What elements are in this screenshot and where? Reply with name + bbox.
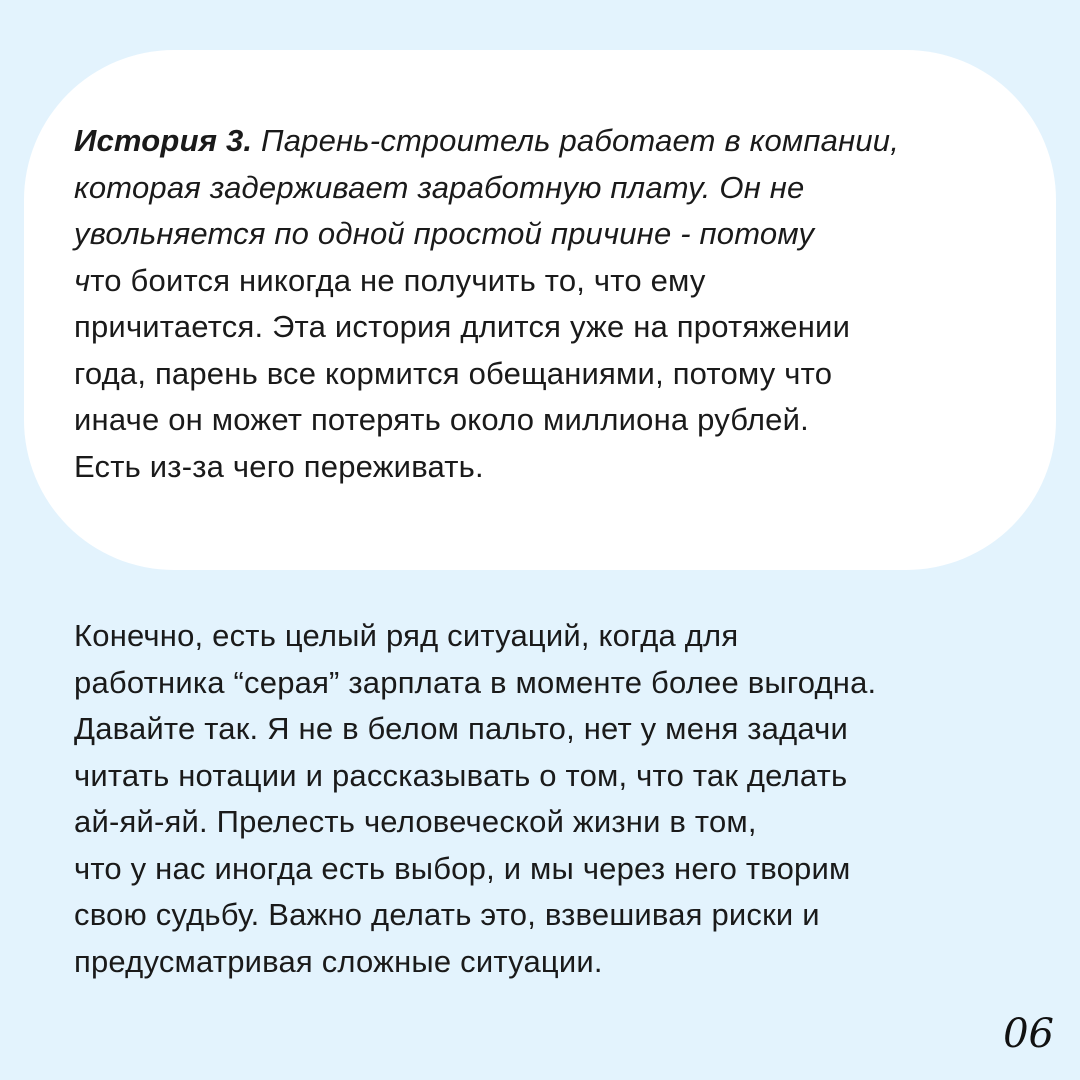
body-paragraph: Конечно, есть целый ряд ситуаций, когда для работника “серая” зарплата в моменте более выгодна. Давайте так. Я не в белом пальто, нет у меня задачи читать нотации и рассказывать о том, что так делать ай-яй-яй. Прелесть человеческой жизни в том, что у нас иногда есть выбор, и мы через него творим свою судьбу. Важно делать это, взвешивая риски и предусматривая сложные ситуации. xyxy=(74,618,877,979)
story-regular-text: то боится никогда не получить то, что ему причитается. Эта история длится уже на протяжении года, парень все кормится обещаниями, потому что иначе он может потерять около миллиона рублей. Есть из-за чего переживать. xyxy=(74,262,851,484)
story-italic-text: Парень-строитель работает в компании, которая задерживает заработную плату. Он не увольняется по одной простой причине - потому ч xyxy=(74,123,900,298)
story-lead: История 3. xyxy=(74,123,253,158)
story-paragraph xyxy=(74,118,1034,490)
page-number: 06 xyxy=(1003,1011,1054,1057)
